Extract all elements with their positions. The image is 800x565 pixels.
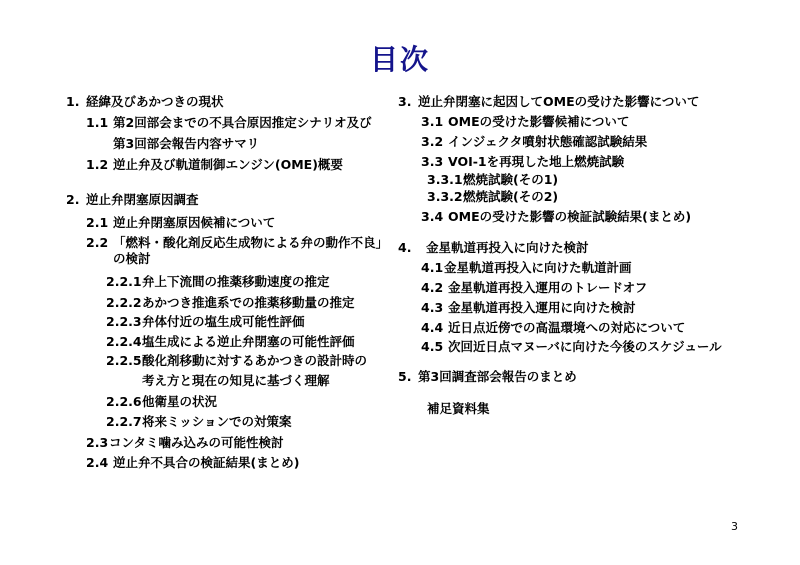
toc-item[interactable]: [142, 373, 330, 389]
toc-num: 2.3: [86, 435, 109, 450]
toc-text: 次回近日点マヌーバに向けた今後のスケジュール: [448, 339, 722, 354]
toc-num: 2.: [66, 192, 80, 207]
toc-text: 弁上下流間の推薬移動速度の推定: [142, 274, 330, 289]
toc-item[interactable]: [421, 114, 629, 130]
toc-text: 逆止弁閉塞に起因してOMEの受けた影響について: [418, 94, 700, 109]
toc-text: の検討: [113, 251, 151, 266]
toc-item[interactable]: [106, 414, 292, 430]
toc-item[interactable]: [86, 115, 372, 131]
toc-text: 弁体付近の塩生成可能性評価: [142, 314, 305, 329]
toc-item[interactable]: [421, 134, 647, 150]
toc-num: 2.2.6: [106, 394, 142, 409]
toc-item[interactable]: [421, 300, 636, 316]
toc-text: 酸化剤移動に対するあかつきの設計時の: [142, 353, 368, 368]
toc-num: 5.: [398, 369, 412, 384]
toc-text: 逆止弁及び軌道制御エンジン(OME)概要: [113, 157, 343, 172]
toc-num: 3.: [398, 94, 412, 109]
toc-item[interactable]: [106, 334, 355, 350]
toc-num: 2.2.2: [106, 295, 142, 310]
toc-item[interactable]: [398, 94, 699, 110]
toc-item[interactable]: [427, 189, 558, 205]
toc-text: 金星軌道再投入に向けた軌道計画: [444, 260, 632, 275]
toc-item[interactable]: [421, 260, 632, 276]
toc-num: 2.2.4: [106, 334, 142, 349]
toc-item[interactable]: [398, 369, 577, 385]
toc-num: 3.2: [421, 134, 444, 149]
toc-item[interactable]: [421, 339, 722, 355]
toc-text: 第3回部会報告内容サマリ: [113, 136, 260, 151]
toc-item[interactable]: [86, 215, 275, 231]
toc-item[interactable]: [113, 136, 259, 152]
toc-text: 逆止弁不具合の検証結果(まとめ): [113, 455, 300, 470]
toc-num: 2.2.1: [106, 274, 142, 289]
toc-item[interactable]: [427, 401, 490, 417]
toc-num: 2.1: [86, 215, 109, 230]
toc-num: 4.1: [421, 260, 444, 275]
toc-item[interactable]: [106, 295, 355, 311]
toc-text: コンタミ噛み込みの可能性検討: [109, 435, 284, 450]
toc-num: 4.3: [421, 300, 444, 315]
toc-text: 燃焼試験(その1): [463, 172, 559, 187]
toc-item[interactable]: [427, 172, 558, 188]
toc-num: 2.4: [86, 455, 109, 470]
toc-text: OMEの受けた影響の検証試験結果(まとめ): [448, 209, 692, 224]
toc-item[interactable]: [66, 192, 199, 208]
toc-item[interactable]: [113, 251, 151, 267]
toc-text: OMEの受けた影響候補について: [448, 114, 630, 129]
toc-num: 1.2: [86, 157, 109, 172]
toc-item[interactable]: [66, 94, 224, 110]
toc-text: 補足資料集: [427, 401, 490, 416]
toc-text: 燃焼試験(その2): [463, 189, 559, 204]
toc-item[interactable]: [421, 320, 685, 336]
toc-item[interactable]: [86, 157, 343, 173]
toc-text: 塩生成による逆止弁閉塞の可能性評価: [142, 334, 355, 349]
toc-text: あかつき推進系での推薬移動量の推定: [142, 295, 355, 310]
toc-num: 3.3.1: [427, 172, 463, 187]
toc-item[interactable]: [106, 314, 305, 330]
toc-num: 4.: [398, 240, 412, 255]
toc-num: 2.2.3: [106, 314, 142, 329]
toc-item[interactable]: [106, 274, 330, 290]
toc-text: 第3回調査部会報告のまとめ: [418, 369, 577, 384]
toc-text: 考え方と現在の知見に基づく理解: [142, 373, 330, 388]
toc-text: VOI-1を再現した地上燃焼試験: [448, 154, 625, 169]
toc-num: 4.2: [421, 280, 444, 295]
toc-num: 3.3: [421, 154, 444, 169]
toc-text: 逆止弁閉塞原因調査: [86, 192, 199, 207]
toc-item[interactable]: [421, 280, 647, 296]
toc-num: 1.1: [86, 115, 109, 130]
toc-item[interactable]: [86, 455, 299, 471]
toc-text: 「燃料・酸化剤反応生成物による弁の動作不良」: [113, 235, 389, 250]
toc-item[interactable]: [86, 235, 388, 251]
toc-text: 金星軌道再投入運用のトレードオフ: [448, 280, 648, 295]
toc-num: 3.1: [421, 114, 444, 129]
page-number: 3: [731, 520, 738, 533]
toc-item[interactable]: [106, 353, 367, 369]
toc-num: 2.2.5: [106, 353, 142, 368]
toc-item[interactable]: [86, 435, 284, 451]
toc-text: 逆止弁閉塞原因候補について: [113, 215, 276, 230]
toc-num: 1.: [66, 94, 80, 109]
toc-text: 将来ミッションでの対策案: [142, 414, 292, 429]
toc-num: 4.4: [421, 320, 444, 335]
toc-text: 近日点近傍での高温環境への対応について: [448, 320, 686, 335]
toc-text: 他衛星の状況: [142, 394, 218, 409]
toc-num: 3.3.2: [427, 189, 463, 204]
page-title: 目次: [369, 43, 430, 76]
toc-item[interactable]: [421, 209, 691, 225]
toc-num: 2.2.7: [106, 414, 142, 429]
toc-text: インジェクタ噴射状態確認試験結果: [448, 134, 648, 149]
toc-num: 2.2: [86, 235, 109, 250]
toc-item[interactable]: [106, 394, 217, 410]
toc-text: 第2回部会までの不具合原因推定シナリオ及び: [113, 115, 372, 130]
toc-item[interactable]: [398, 240, 589, 256]
toc-item[interactable]: [421, 154, 624, 170]
toc-text: 金星軌道再投入運用に向けた検討: [448, 300, 636, 315]
toc-num: 4.5: [421, 339, 444, 354]
toc-text: 経緯及びあかつきの現状: [86, 94, 224, 109]
toc-text: 金星軌道再投入に向けた検討: [426, 240, 589, 255]
toc-num: 3.4: [421, 209, 444, 224]
